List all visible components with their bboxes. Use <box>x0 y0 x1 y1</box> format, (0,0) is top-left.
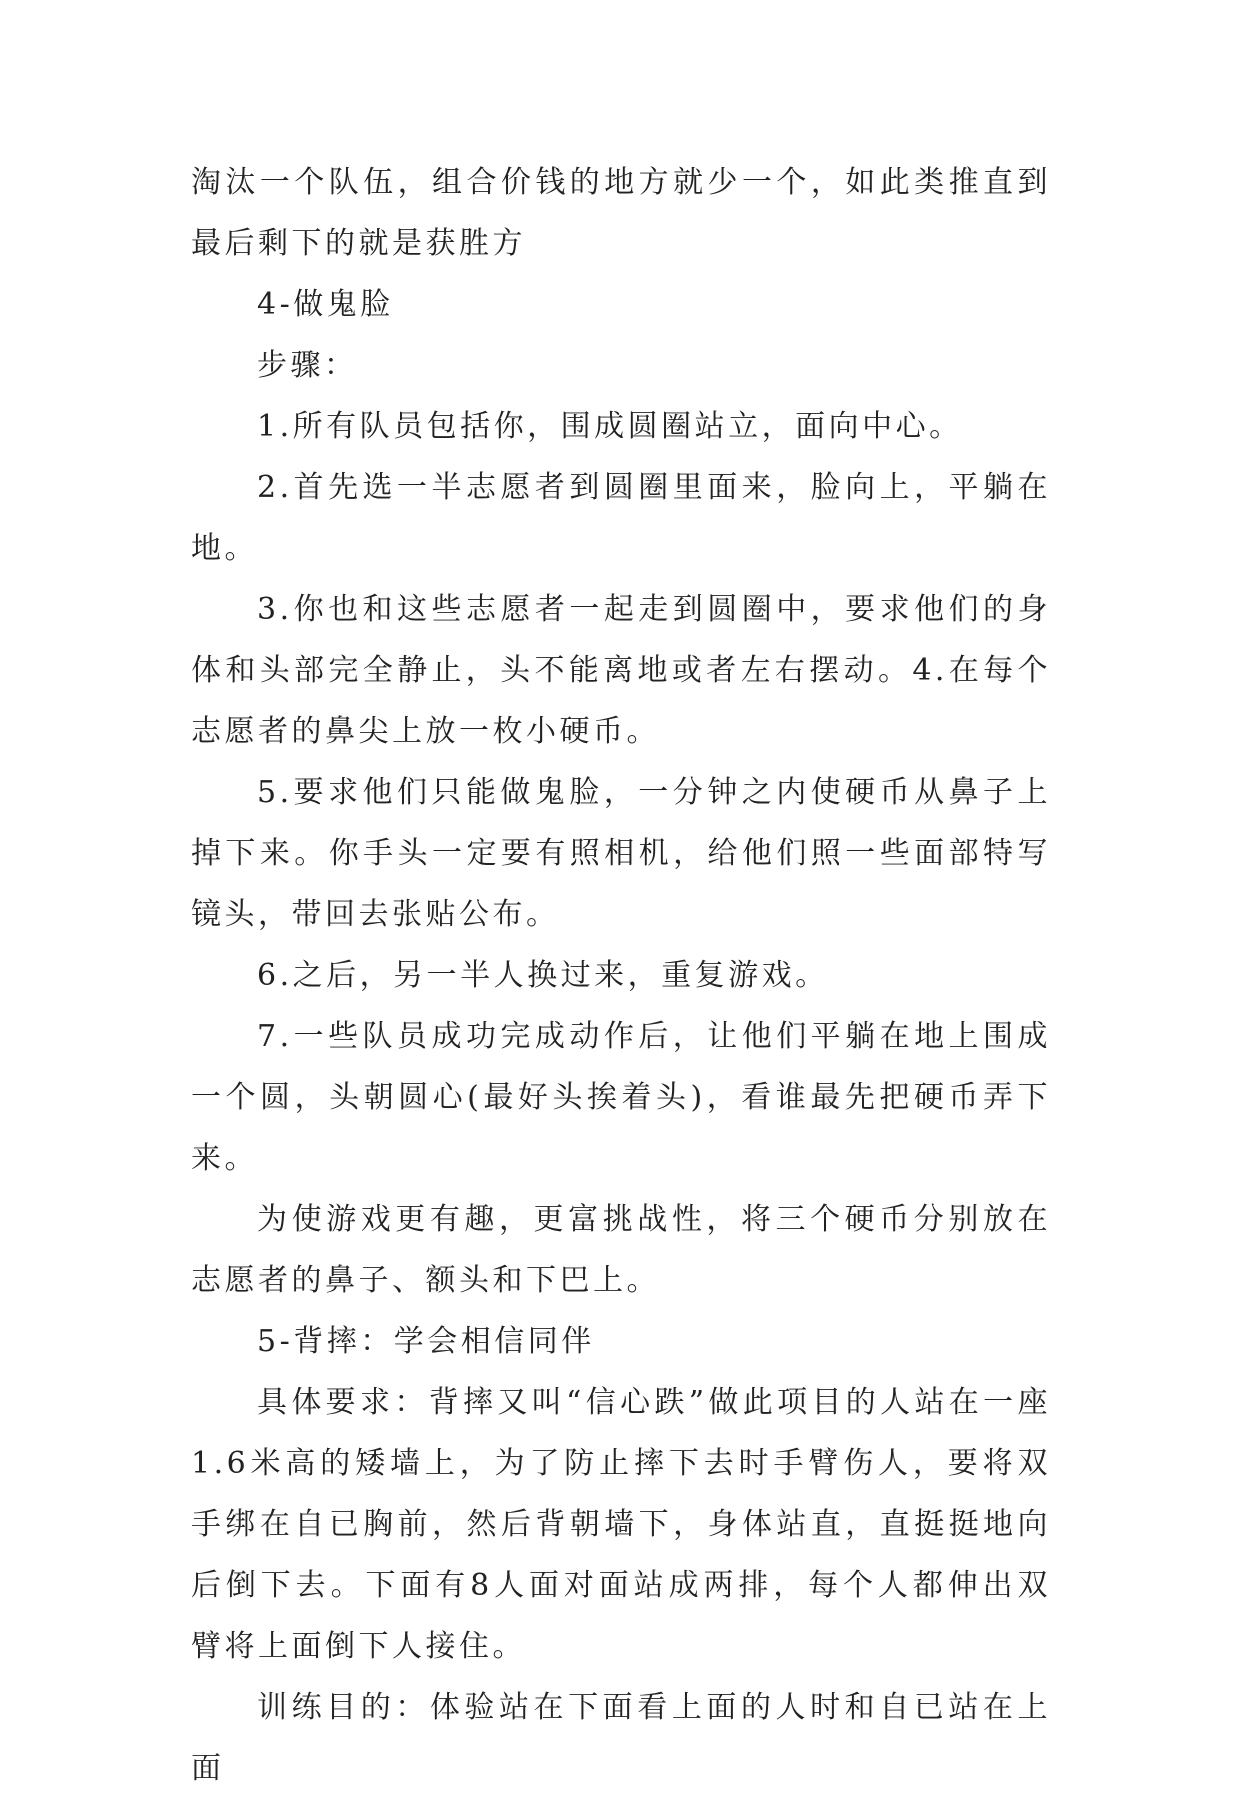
step-7: 7.一些队员成功完成动作后，让他们平躺在地上围成一个圆，头朝圆心(最好头挨着头)，看谁最先把硬币弄下来。 <box>191 1019 1051 1176</box>
step-2: 2.首先选一半志愿者到圆圈里面来，脸向上，平躺在地。 <box>191 470 1051 566</box>
requirements-paragraph: 具体要求：背摔又叫“信心跌”做此项目的人站在一座1.6米高的矮墙上，为了防止摔下去时手臂伤人，要将双手绑在自已胸前，然后背朝墙下，身体站直，直挺挺地向后倒下去。下面有8人面对面站成两排，每个人都伸出双臂将上面倒下人接住。 <box>191 1385 1051 1664</box>
training-goal-paragraph: 训练目的：体验站在下面看上面的人时和自已站在上面 <box>191 1690 1051 1786</box>
variation-paragraph: 为使游戏更有趣，更富挑战性，将三个硬币分别放在志愿者的鼻子、额头和下巴上。 <box>191 1202 1051 1298</box>
paragraph-1: 淘汰一个队伍，组合价钱的地方就少一个，如此类推直到最后剩下的就是获胜方 <box>191 165 1051 261</box>
document-page <box>191 152 1051 1799</box>
heading-trust-fall: 5-背摔：学会相信同伴 <box>257 1324 595 1359</box>
step-5: 5.要求他们只能做鬼脸，一分钟之内使硬币从鼻子上掉下来。你手头一定要有照相机，给他们照一些面部特写镜头，带回去张贴公布。 <box>191 775 1051 932</box>
step-1: 1.所有队员包括你，围成圆圈站立，面向中心。 <box>257 409 963 444</box>
heading-make-faces: 4-做鬼脸 <box>257 287 394 322</box>
steps-label: 步骤： <box>257 348 358 383</box>
step-6: 6.之后，另一半人换过来，重复游戏。 <box>257 958 829 993</box>
step-3-4: 3.你也和这些志愿者一起走到圆圈中，要求他们的身体和头部完全静止，头不能离地或者左右摆动。4.在每个志愿者的鼻尖上放一枚小硬币。 <box>191 592 1051 749</box>
